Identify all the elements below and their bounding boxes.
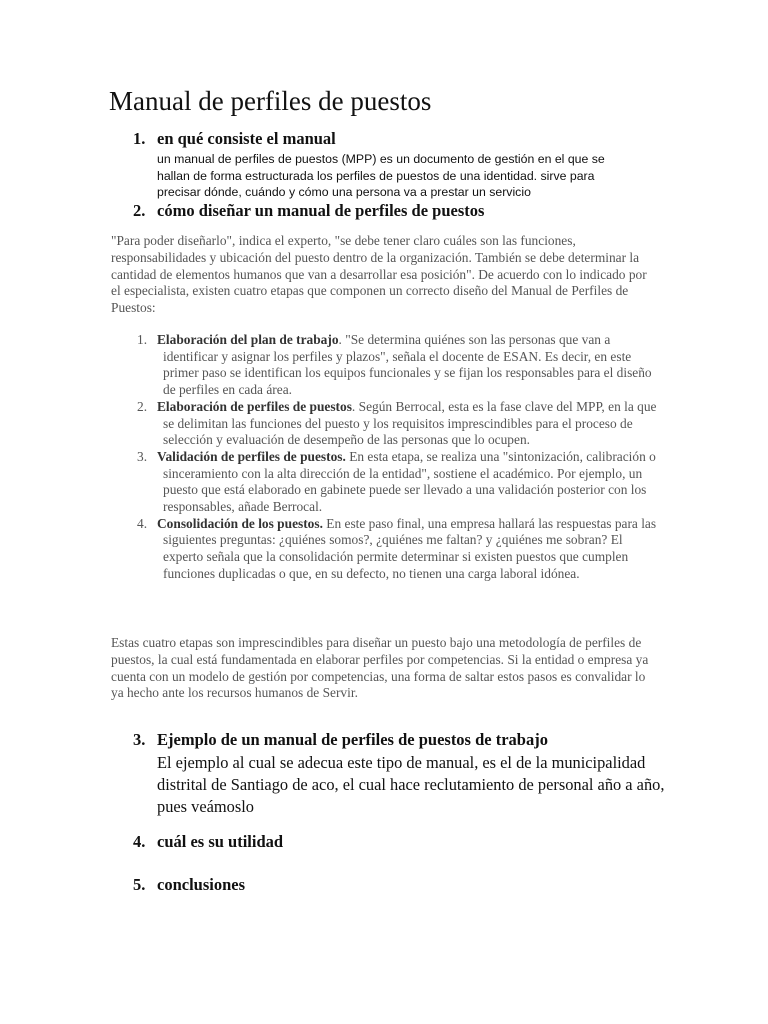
section-heading-5	[133, 875, 245, 895]
step-text: . "Se determina quiénes son las personas que van a identificar y asignar los perfiles y plazos", señala el docente de ESAN. Es decir, en este primer paso se identifican los equipos funcionales y se fijan los responsables para el diseño de perfiles en cada área.	[163, 332, 652, 398]
section-3-body: El ejemplo al cual se adecua este tipo de manual, es el de la municipalidad distrital de Santiago de aco, el cual hace reclutamiento de personal año a año, pues veámoslo	[157, 753, 665, 816]
list-item	[137, 332, 657, 399]
step-number: 3.	[137, 448, 148, 464]
list-item	[137, 516, 657, 583]
section-heading-2	[133, 201, 484, 221]
section-title: cuál es su utilidad	[157, 832, 284, 851]
section-heading-3	[133, 730, 548, 750]
step-title: Elaboración de perfiles de puestos	[157, 398, 352, 414]
section-2-paragraph-1: "Para poder diseñarlo", indica el experto, "se debe tener claro cuáles son las funciones, responsabilidades y ubicación del puesto dentro de la organización. También se debe determinar la cantidad de elementos humanos que van a desarrollar esa posición". De acuerdo con lo indicado por el especialista, existen cuatro etapas que componen un correcto diseño del Manual de Perfiles de Puestos:	[111, 233, 647, 316]
document-title: Manual de perfiles de puestos	[109, 86, 432, 116]
section-2-paragraph-2: Estas cuatro etapas son imprescindibles para diseñar un puesto bajo una metodología de perfiles de puestos, la cual está fundamentada en elaborar perfiles por competencias. Si la entidad o empresa ya cuenta con un modelo de gestión por competencias, una forma de saltar estos pasos es convalidar lo ya hecho ante los recursos humanos de Servir.	[111, 635, 649, 701]
section-number: 3.	[133, 730, 146, 749]
step-text: En este paso final, una empresa hallará las respuestas para las siguientes preguntas: ¿quiénes somos?, ¿quiénes me faltan? y ¿quiénes me sobran? El experto señala que la consolidación permite determinar si existen puestos que cumplen funciones duplicadas o que, en su defecto, no tienen una carga laboral idónea.	[163, 515, 657, 581]
step-title: Consolidación de los puestos.	[157, 515, 323, 531]
step-title: Elaboración del plan de trabajo	[157, 332, 339, 347]
section-heading-1	[133, 129, 336, 149]
section-title: en qué consiste el manual	[157, 129, 336, 148]
section-number: 2.	[133, 201, 146, 220]
section-title: cómo diseñar un manual de perfiles de puestos	[157, 201, 485, 220]
step-text: En esta etapa, se realiza una "sintonización, calibración o sinceramiento con la alta dirección de la entidad", sostiene el académico. Por ejemplo, un puesto que está elaborado en gabinete puede ser llevado a una validación posterior con los responsables, añade Berrocal.	[163, 448, 656, 515]
section-title: conclusiones	[157, 875, 246, 894]
section-number: 5.	[133, 875, 146, 894]
section-heading-4	[133, 832, 283, 852]
section-1-body: un manual de perfiles de puestos (MPP) es un documento de gestión en el que se hallan de forma estructurada los perfiles de puestos de una identidad. sirve para precisar dónde, cuándo y cómo una persona va a prestar un servicio	[157, 152, 605, 199]
section-number: 4.	[133, 832, 146, 851]
list-item	[137, 399, 657, 449]
section-title: Ejemplo de un manual de perfiles de puestos de trabajo	[157, 730, 548, 749]
step-number: 1.	[137, 332, 148, 347]
list-item	[137, 449, 657, 516]
section-number: 1.	[133, 129, 146, 148]
step-title: Validación de perfiles de puestos.	[157, 448, 346, 464]
step-text: . Según Berrocal, esta es la fase clave del MPP, en la que se delimitan las funciones del puesto y los requisitos imprescindibles para el proceso de selección y evaluación de desempeño de las personas que lo ocupen.	[163, 398, 657, 448]
design-steps-list	[137, 332, 657, 583]
step-number: 2.	[137, 398, 148, 414]
step-number: 4.	[137, 515, 148, 531]
